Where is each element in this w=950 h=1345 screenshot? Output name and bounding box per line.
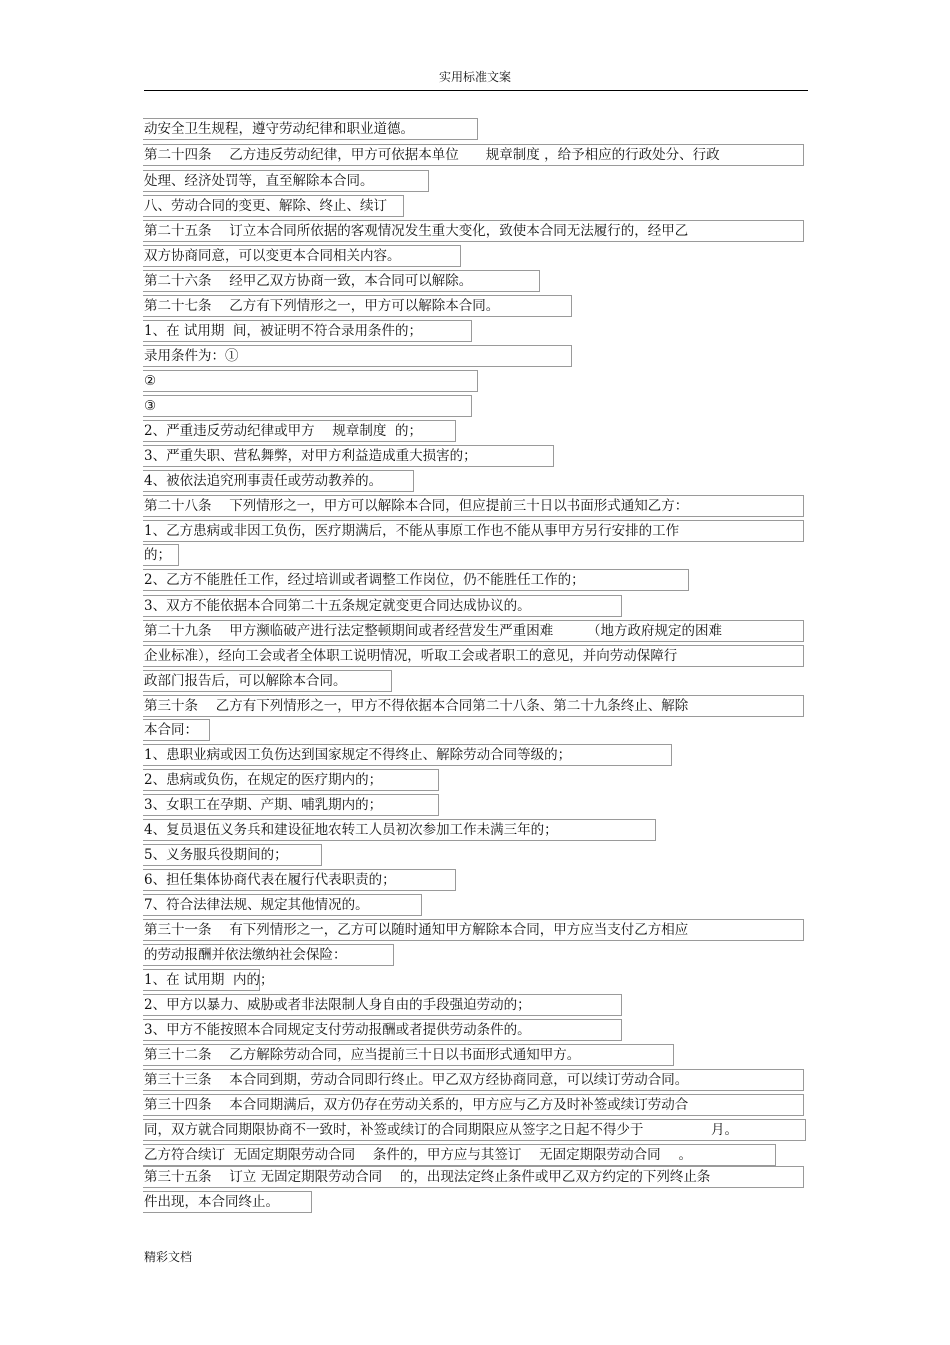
document-line (144, 1166, 710, 1188)
line-text: ③ (144, 398, 157, 414)
document-line (144, 395, 156, 417)
line-text: 6、担任集体协商代表在履行代表职责的； (144, 872, 396, 888)
line-text: 3、甲方不能按照本合同规定支付劳动报酬或者提供劳动条件的。 (144, 1022, 531, 1038)
document-line (144, 445, 477, 467)
line-text: 第三十条 乙方有下列情形之一，甲方不得依据本合同第二十八条、第二十九条终止、解除 (144, 698, 689, 714)
document-line (144, 1044, 580, 1066)
document-line (144, 520, 679, 542)
line-frame (143, 370, 478, 392)
document-line (144, 894, 369, 916)
document-line (144, 118, 414, 140)
document-line (144, 370, 156, 392)
document-line (144, 595, 531, 617)
line-text: 八、劳动合同的变更、解除、终止、续订 (144, 198, 387, 214)
document-line (144, 569, 585, 591)
document-line (144, 719, 198, 741)
document-line (144, 295, 499, 317)
document-line (144, 1191, 279, 1213)
line-text: 双方协商同意，可以变更本合同相关内容。 (144, 248, 401, 264)
line-text: 第三十三条 本合同到期，劳动合同即行终止。甲乙双方经协商同意，可以续订劳动合同。 (144, 1072, 689, 1088)
document-line (144, 1094, 688, 1116)
line-text: 录用条件为：① (144, 348, 239, 364)
line-text: 2、甲方以暴力、威胁或者非法限制人身自由的手段强迫劳动的； (144, 997, 531, 1013)
line-text: 第二十八条 下列情形之一，甲方可以解除本合同，但应提前三十日以书面形式通知乙方： (144, 498, 689, 514)
line-text: 动安全卫生规程，遵守劳动纪律和职业道德。 (144, 121, 414, 137)
document-line (144, 794, 382, 816)
document-line (144, 670, 347, 692)
page-footer: 精彩文档 (144, 1250, 193, 1264)
document-line (144, 1119, 738, 1141)
document-line (144, 144, 720, 166)
line-text: 第二十七条 乙方有下列情形之一，甲方可以解除本合同。 (144, 298, 500, 314)
line-frame (143, 395, 472, 417)
line-text: 第三十二条 乙方解除劳动合同，应当提前三十日以书面形式通知甲方。 (144, 1047, 581, 1063)
line-text: 第二十五条 订立本合同所依据的客观情况发生重大变化，致使本合同无法履行的，经甲乙 (144, 223, 689, 239)
document-line (144, 744, 571, 766)
line-text: 1、患职业病或因工负伤达到国家规定不得终止、解除劳动合同等级的； (144, 747, 572, 763)
document-line (144, 220, 688, 242)
line-text: 4、复员退伍义务兵和建设征地农转工人员初次参加工作未满三年的； (144, 822, 558, 838)
line-text: 3、严重失职、营私舞弊，对甲方利益造成重大损害的； (144, 448, 477, 464)
document-line (144, 195, 387, 217)
document-line (144, 320, 422, 342)
document-line (144, 345, 239, 367)
document-line (144, 645, 677, 667)
document-line (144, 944, 347, 966)
line-text: 企业标准），经向工会或者全体职工说明情况，听取工会或者职工的意见，并向劳动保障行 (144, 648, 678, 664)
document-line (144, 420, 422, 442)
document-line (144, 695, 688, 717)
line-text: 本合同： (144, 722, 198, 738)
line-text: 1、在 试用期 间，被证明不符合录用条件的； (144, 323, 422, 339)
line-text: 件出现，本合同终止。 (144, 1194, 279, 1210)
document-line (144, 495, 688, 517)
document-line (144, 869, 396, 891)
line-text: 7、符合法律法规、规定其他情况的。 (144, 897, 369, 913)
line-text: 第二十四条 乙方违反劳动纪律，甲方可依据本单位 规章制度 ，给予相应的行政处分、行政 (144, 147, 720, 163)
line-text: 1、乙方患病或非因工负伤，医疗期满后，不能从事原工作也不能从事甲方另行安排的工作 (144, 523, 680, 539)
line-text: 5、义务服兵役期间的； (144, 847, 288, 863)
document-line (144, 844, 288, 866)
line-text: 2、严重违反劳动纪律或甲方 规章制度 的； (144, 423, 422, 439)
line-text: 第三十四条 本合同期满后，双方仍存在劳动关系的，甲方应与乙方及时补签或续订劳动合 (144, 1097, 689, 1113)
line-text: 第三十五条 订立 无固定期限劳动合同 的，出现法定终止条件或甲乙双方约定的下列终止条 (144, 1169, 711, 1185)
document-line (144, 1069, 688, 1091)
document-line (144, 544, 171, 566)
document-line (144, 769, 382, 791)
line-text: 政部门报告后，可以解除本合同。 (144, 673, 347, 689)
line-text: 乙方符合续订 无固定期限劳动合同 条件的，甲方应与其签订 无固定期限劳动合同 。 (144, 1147, 692, 1163)
line-text: 处理、经济处罚等，直至解除本合同。 (144, 173, 374, 189)
header-rule (144, 90, 808, 91)
line-text: 第二十六条 经甲乙双方协商一致，本合同可以解除。 (144, 273, 473, 289)
line-text: 2、乙方不能胜任工作，经过培训或者调整工作岗位，仍不能胜任工作的； (144, 572, 585, 588)
document-line (144, 470, 382, 492)
line-text: 的； (144, 547, 171, 563)
document-line (144, 994, 531, 1016)
document-line (144, 1144, 692, 1166)
document-line (144, 245, 401, 267)
line-text: 的劳动报酬并依法缴纳社会保险： (144, 947, 347, 963)
page-header: 实用标准文案 (438, 70, 511, 84)
document-line (144, 819, 558, 841)
line-text: 3、双方不能依据本合同第二十五条规定就变更合同达成协议的。 (144, 598, 531, 614)
line-text: 4、被依法追究刑事责任或劳动教养的。 (144, 473, 383, 489)
line-text: 第二十九条 甲方濒临破产进行法定整顿期间或者经营发生严重困难 （地方政府规定的困难 (144, 623, 723, 639)
line-text: 2、患病或负伤，在规定的医疗期内的； (144, 772, 383, 788)
document-line (144, 919, 688, 941)
line-text: ② (144, 373, 157, 389)
line-text: 同，双方就合同期限协商不一致时，补签或续订的合同期限应从签字之日起不得少于 月。 (144, 1122, 738, 1138)
document-line (144, 1019, 531, 1041)
line-text: 1、在 试用期 内的； (144, 972, 274, 988)
document-line (144, 620, 722, 642)
document-line (144, 969, 273, 991)
document-line (144, 270, 472, 292)
line-text: 3、女职工在孕期、产期、哺乳期内的； (144, 797, 383, 813)
document-line (144, 170, 374, 192)
line-text: 第三十一条 有下列情形之一，乙方可以随时通知甲方解除本合同，甲方应当支付乙方相应 (144, 922, 689, 938)
